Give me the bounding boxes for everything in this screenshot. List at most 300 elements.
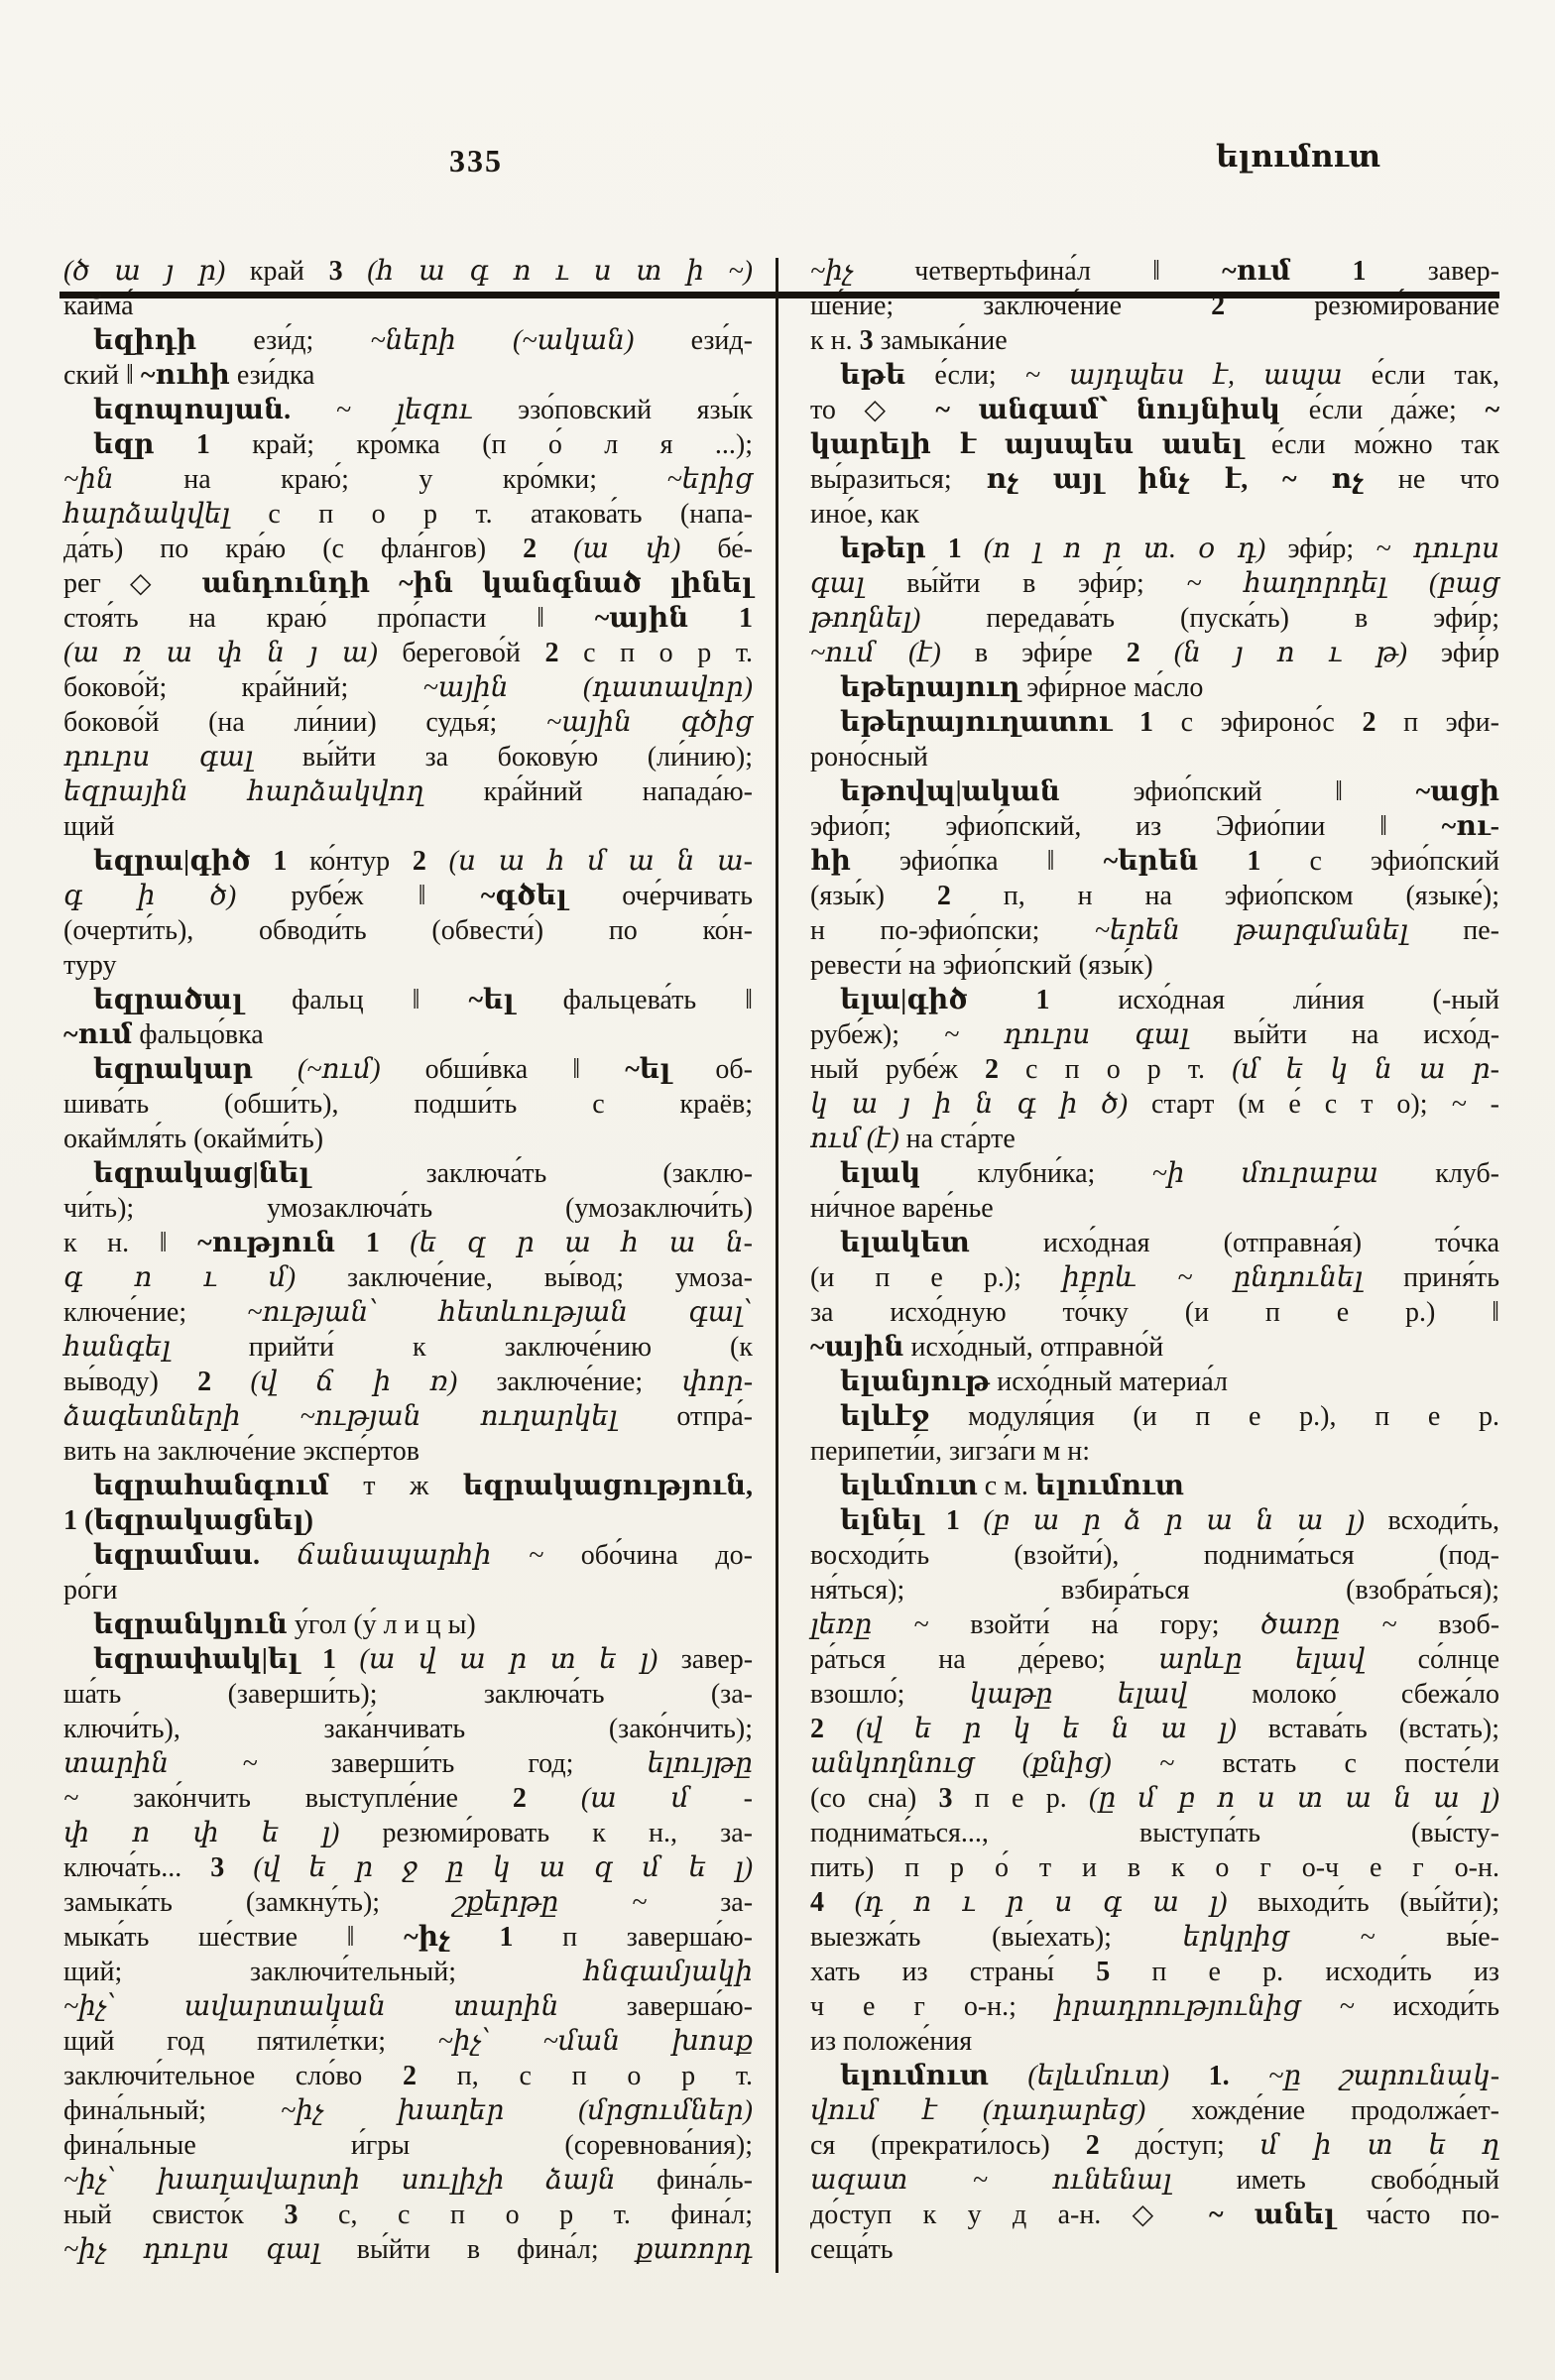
dictionary-line: [810, 1503, 1499, 1538]
bold-headword-text: եզոպոսյան.: [93, 395, 292, 425]
armenian-italic-text: ձագետների ~ության ուղարկել: [63, 1401, 618, 1432]
russian-text: ключе́ние;: [63, 1297, 248, 1328]
dictionary-line: [810, 913, 1499, 948]
dictionary-line: [63, 1573, 753, 1607]
armenian-italic-text: արևը ելավ: [1158, 1644, 1366, 1675]
russian-text: передава́ть (пуска́ть) в эфи́р;: [920, 603, 1499, 634]
dictionary-line: [63, 1087, 753, 1122]
armenian-italic-text: ~ -: [1451, 1089, 1499, 1120]
armenian-italic-text: գալ: [810, 568, 865, 599]
dictionary-line: [810, 601, 1499, 636]
dictionary-line: [63, 948, 753, 983]
bold-headword-text: 2: [810, 1714, 824, 1744]
armenian-italic-text: ելույթը: [647, 1748, 753, 1779]
bold-headword-text: 4: [810, 1887, 824, 1918]
russian-text: стоя́ть на краю́ про́пасти ‖: [63, 603, 595, 634]
russian-text: щий год пятиле́тки;: [63, 2026, 438, 2057]
russian-text: вы́йти в эфи́р;: [864, 568, 1187, 599]
armenian-italic-text: ~ դուրս: [1376, 534, 1500, 564]
armenian-italic-text: ~իչ: [810, 256, 854, 287]
russian-text: (со сна): [810, 1783, 939, 1814]
armenian-italic-text: անկողնուց (քնից) ~: [810, 1748, 1175, 1779]
russian-text: фальцева́ть ‖: [514, 985, 753, 1015]
russian-text: ша́ть (заверши́ть); заключа́ть (за-: [63, 1679, 753, 1710]
russian-text: к н. ‖: [63, 1228, 198, 1258]
dictionary-line: [63, 1677, 753, 1712]
bold-headword-text: ելանյութ: [840, 1367, 991, 1397]
dictionary-line: [63, 2198, 753, 2232]
armenian-italic-text: (բ ա ր ձ ր ա ն ա լ): [983, 1505, 1365, 1536]
bold-headword-text: ելակ: [840, 1158, 921, 1189]
armenian-italic-text: ~ին: [63, 464, 114, 495]
russian-text: рубе́ж);: [810, 1019, 944, 1050]
bold-headword-text: 2: [403, 2061, 418, 2091]
armenian-italic-text: գ ո ւ մ): [63, 1262, 297, 1293]
dictionary-line: [63, 879, 753, 913]
russian-text: в эфи́ре: [940, 638, 1127, 668]
russian-text: ревести́ на эфио́пский (язы́к): [810, 950, 1153, 981]
russian-text: п е р. исходи́ть из: [1110, 1957, 1499, 1987]
dictionary-line: [810, 1399, 1499, 1434]
bold-headword-text: եզրամաս.: [93, 1540, 261, 1571]
russian-text: с эфироно́с: [1153, 707, 1363, 738]
russian-text: е́сли да́же;: [1280, 395, 1486, 425]
russian-text: ся (прекрати́лось): [810, 2130, 1086, 2161]
dictionary-line: [810, 2059, 1499, 2093]
dictionary-line: [810, 393, 1499, 427]
bold-headword-text: եզրանկյուն: [93, 1609, 288, 1640]
dictionary-line: [810, 670, 1499, 705]
russian-text: обши́вка ‖: [380, 1054, 626, 1085]
armenian-italic-text: ~ լեզու: [335, 395, 473, 425]
russian-text: оче́рчивать: [567, 881, 753, 911]
bold-headword-text: ~ային 1: [594, 603, 753, 634]
russian-text: иметь свобо́дный: [1171, 2165, 1500, 2196]
russian-text: ино́е, как: [810, 499, 919, 530]
armenian-italic-text: փ ո փ ե լ): [63, 1818, 340, 1848]
russian-text: фальц ‖: [243, 985, 469, 1015]
armenian-italic-text: ~ային գծից: [545, 707, 753, 738]
russian-text: чи́ть); умозаключа́ть (умозаключи́ть): [63, 1193, 753, 1224]
bold-headword-text: կարելի է այսպես ասել: [810, 429, 1244, 460]
dictionary-line: [810, 636, 1499, 670]
bold-headword-text: ~ել: [468, 985, 515, 1015]
armenian-italic-text: քառորդ: [635, 2234, 754, 2265]
russian-text: [211, 1367, 250, 1397]
dictionary-line: [810, 1573, 1499, 1607]
dictionary-line: [810, 462, 1499, 497]
russian-text: за-: [647, 1887, 754, 1918]
russian-text: поднима́ться..., выступа́ть (вы́сту-: [810, 1818, 1499, 1848]
bold-headword-text: 3: [328, 256, 343, 287]
page-number: 335: [449, 143, 503, 178]
russian-text: исходи́ть: [1354, 1991, 1499, 2022]
russian-text: старт (м е́ с т о);: [1128, 1089, 1452, 1120]
armenian-italic-text: հանգել: [63, 1332, 171, 1363]
bold-headword-text: եթերայուղատու 1: [840, 707, 1154, 738]
bold-headword-text: եթերայուղ: [840, 672, 1020, 703]
bold-headword-text: ~ային: [810, 1332, 904, 1363]
russian-text: хать из страны́: [810, 1957, 1097, 1987]
armenian-italic-text: (վ ե ր կ ե ն ա լ): [855, 1714, 1237, 1744]
russian-text: заключе́ние, вы́вод; умоза-: [296, 1262, 754, 1293]
bold-headword-text: 2: [936, 881, 951, 911]
russian-text: боково́й (на ли́нии) судья́;: [63, 707, 546, 738]
dictionary-line: [810, 1191, 1499, 1226]
dictionary-line: [63, 427, 753, 462]
text-columns: [63, 254, 1499, 2267]
russian-text: вы́е-: [1375, 1922, 1499, 1953]
russian-text: прийти́ к заключе́нию (к: [170, 1332, 753, 1363]
dictionary-line: [810, 532, 1499, 566]
dictionary-line: [63, 1469, 753, 1503]
russian-text: резюми́рование: [1225, 291, 1499, 321]
armenian-italic-text: հարձակվել: [63, 499, 230, 530]
dictionary-line: [63, 2059, 753, 2093]
russian-text: н по-эфио́пски;: [810, 915, 1095, 946]
armenian-italic-text: (հ ա գ ո ւ ս տ ի ~): [367, 256, 754, 287]
bold-headword-text: 2: [1085, 2130, 1100, 2161]
bold-headword-text: 2: [197, 1367, 212, 1397]
left-column: [63, 254, 753, 2267]
armenian-italic-text: (ա փ): [573, 534, 681, 564]
russian-text: бе́-: [680, 534, 753, 564]
russian-text: щий: [63, 811, 115, 842]
russian-text: п, с п о р т.: [417, 2061, 753, 2091]
bold-headword-text: 2: [984, 1054, 999, 1085]
dictionary-line: [63, 566, 753, 601]
russian-text: четвертьфина́л ‖: [853, 256, 1223, 287]
russian-text: боково́й; кра́йний;: [63, 672, 423, 703]
bold-headword-text: 5: [1096, 1957, 1111, 1987]
dictionary-line: [810, 2163, 1499, 2198]
russian-text: ро́ги: [63, 1575, 118, 1606]
dictionary-line: [63, 1850, 753, 1885]
dictionary-line: [63, 1226, 753, 1260]
dictionary-line: [63, 358, 753, 393]
dictionary-line: [63, 1330, 753, 1365]
armenian-italic-text: ~ դուրս գալ: [943, 1019, 1189, 1050]
russian-text: эфио́п; эфио́пский, из Эфио́пии ‖: [810, 811, 1442, 842]
bold-headword-text: ~երեն 1: [1103, 846, 1261, 877]
dictionary-line: [63, 462, 753, 497]
dictionary-line: [810, 1989, 1499, 2024]
russian-text: [537, 534, 573, 564]
dictionary-line: [63, 705, 753, 740]
russian-text: [336, 1644, 360, 1675]
russian-text: ня́ться); взбира́ться (взобра́ться);: [810, 1575, 1499, 1606]
bold-headword-text: 2: [544, 638, 559, 668]
russian-text: со́лнце: [1365, 1644, 1499, 1675]
dictionary-line: [810, 289, 1499, 323]
russian-text: кра́йний напада́ю-: [423, 776, 753, 807]
russian-text: эфио́пка ‖: [850, 846, 1104, 877]
russian-text: с п о р т. атакова́ть (напа-: [229, 499, 753, 530]
russian-text: ный рубе́ж: [810, 1054, 985, 1085]
dictionary-line: [810, 1017, 1499, 1052]
armenian-italic-text: ~ հաղորդել (բաց: [1186, 568, 1500, 599]
russian-text: е́сли мо́жно так: [1243, 429, 1499, 460]
dictionary-line: [810, 948, 1499, 983]
dictionary-line: [810, 809, 1499, 844]
dictionary-line: [63, 2024, 753, 2059]
russian-text: (очерти́ть), обводи́ть (обвести́) по ко́н-: [63, 915, 753, 946]
armenian-italic-text: (ո լ ո ր տ. օ դ): [983, 534, 1266, 564]
russian-text: ези́дка: [229, 360, 315, 391]
russian-text: исхо́дный, отправно́й: [903, 1332, 1164, 1363]
russian-text: вы́йти за бокову́ю (ли́нию);: [253, 742, 753, 773]
dictionary-line: [63, 1781, 753, 1816]
russian-text: всходи́ть,: [1364, 1505, 1500, 1536]
armenian-italic-text: վում է (դադարեց): [810, 2095, 1146, 2126]
russian-text: да́ть) по кра́ю (с фла́нгов): [63, 534, 524, 564]
dictionary-line: [810, 1746, 1499, 1781]
russian-text: перипети́и, зигза́ги м н:: [810, 1436, 1090, 1467]
russian-text: зако́нчить выступле́ние: [78, 1783, 513, 1814]
dictionary-line: [810, 1712, 1499, 1746]
dictionary-line: [63, 1399, 753, 1434]
armenian-italic-text: (ս ա հ մ ա ն ա-: [448, 846, 753, 877]
russian-text: п е р.: [952, 1783, 1090, 1814]
dictionary-line: [63, 254, 753, 289]
armenian-italic-text: ճանապարհի ~: [297, 1540, 544, 1571]
russian-text: [291, 395, 336, 425]
dictionary-line: [810, 1226, 1499, 1260]
russian-text: пить) п р о́ т и в к о г о-ч е г о-н.: [810, 1852, 1499, 1883]
russian-text: ключа́ть...: [63, 1852, 211, 1883]
dictionary-line: [63, 2232, 753, 2267]
russian-text: заверши́ть год;: [257, 1748, 648, 1779]
armenian-italic-text: ~երեն թարգմանել: [1094, 915, 1408, 946]
armenian-italic-text: ծառը ~: [1260, 1609, 1397, 1640]
dictionary-line: [63, 1885, 753, 1920]
bold-headword-text: ~: [1485, 395, 1499, 425]
russian-text: вы́воду): [63, 1367, 198, 1397]
armenian-italic-text: թողնել): [810, 603, 921, 634]
dictionary-line: [810, 1781, 1499, 1816]
russian-text: [253, 1054, 298, 1085]
dictionary-line: [63, 1989, 753, 2024]
armenian-italic-text: ~ում (է): [810, 638, 941, 668]
armenian-italic-text: (վ ե ր ջ ը կ ա զ մ ե լ): [253, 1852, 754, 1883]
dictionary-line: [810, 1607, 1499, 1642]
dictionary-line: [810, 740, 1499, 774]
russian-text: [962, 534, 984, 564]
russian-text: взойти́ на́ гору;: [928, 1609, 1261, 1640]
dictionary-line: [63, 1607, 753, 1642]
russian-text: п заверша́ю-: [513, 1922, 753, 1953]
dictionary-line: [810, 1955, 1499, 1989]
dictionary-line: [810, 1538, 1499, 1573]
russian-text: пе-: [1407, 915, 1499, 946]
bold-headword-text: ելումուտ: [840, 2061, 989, 2091]
russian-text: [527, 1783, 581, 1814]
bold-headword-text: եզրափակ|ել 1: [93, 1644, 336, 1675]
russian-text: приня́ть: [1363, 1262, 1499, 1293]
bold-headword-text: ~ություն 1: [197, 1228, 380, 1258]
bold-headword-text: եզիդի: [93, 325, 197, 356]
dictionary-line: [810, 1816, 1499, 1850]
russian-text: встава́ть (встать);: [1236, 1714, 1500, 1744]
russian-text: завер-: [1366, 256, 1499, 287]
armenian-italic-text: եզրային հարձակվող: [63, 776, 424, 807]
russian-text: ези́д-: [634, 325, 753, 356]
dictionary-line: [810, 1920, 1499, 1955]
russian-text: вы́йти на исхо́д-: [1188, 1019, 1500, 1050]
russian-text: замыка́ть (замкну́ть);: [63, 1887, 453, 1918]
armenian-italic-text: իրադրությունից ~: [1054, 1991, 1355, 2022]
russian-text: ези́д;: [196, 325, 371, 356]
russian-text: рубе́ж ‖: [236, 881, 481, 911]
armenian-italic-text: գ ի ծ): [63, 881, 237, 911]
dictionary-line: [810, 1365, 1499, 1399]
russian-text: фина́льные и́гры (соревнова́ния);: [63, 2130, 753, 2161]
russian-text: заверша́ю-: [558, 1991, 753, 2022]
dictionary-line: [63, 2093, 753, 2128]
russian-text: завер-: [658, 1644, 754, 1675]
russian-text: ра́ться на де́рево;: [810, 1644, 1159, 1675]
russian-text: из положе́ния: [810, 2026, 973, 2057]
dictionary-line: [810, 1052, 1499, 1087]
russian-text: [824, 1887, 855, 1918]
armenian-italic-text: կ ա յ ի ն գ ի ծ): [810, 1089, 1129, 1120]
dictionary-line: [63, 1712, 753, 1746]
armenian-italic-text: ~իչ՝ խաղավարտի սուլիչի ձայն: [63, 2165, 616, 2196]
dictionary-line: [810, 844, 1499, 879]
russian-text: до́ступ к у д а-н. ◇: [810, 2200, 1209, 2230]
dictionary-line: [810, 1469, 1499, 1503]
dictionary-line: [63, 1017, 753, 1052]
russian-text: [380, 1228, 411, 1258]
russian-text: фина́льный;: [63, 2095, 281, 2126]
bold-headword-text: ելևմուտ: [840, 1471, 978, 1501]
russian-text: эфи́рное ма́сло: [1019, 672, 1204, 703]
russian-text: [1169, 2061, 1209, 2091]
russian-text: выезжа́ть (вы́ехать);: [810, 1922, 1183, 1953]
russian-text: встать с посте́ли: [1174, 1748, 1499, 1779]
russian-text: е́сли так,: [1342, 360, 1499, 391]
armenian-italic-text: (ե զ ր ա հ ա ն-: [410, 1228, 754, 1258]
bold-headword-text: ~իչ 1: [404, 1922, 514, 1953]
bold-headword-text: 1: [195, 429, 210, 460]
russian-text: берегово́й: [377, 638, 545, 668]
bold-headword-text: ~ուհի: [140, 360, 230, 391]
russian-text: с п о р т.: [558, 638, 753, 668]
russian-text: резюми́ровать к н., за-: [339, 1818, 753, 1848]
dictionary-line: [810, 2232, 1499, 2267]
bold-headword-text: 2: [1362, 707, 1376, 738]
bold-headword-text: եզրածալ: [93, 985, 244, 1015]
dictionary-line: [63, 532, 753, 566]
dictionary-line: [810, 983, 1499, 1017]
russian-text: [1140, 638, 1174, 668]
dictionary-line: [63, 289, 753, 323]
dictionary-line: [63, 1955, 753, 1989]
dictionary-line: [810, 705, 1499, 740]
russian-text: т ж: [328, 1471, 463, 1501]
russian-text: п эфи-: [1376, 707, 1499, 738]
russian-text: восходи́ть (взойти́), поднима́ться (под-: [810, 1540, 1499, 1571]
dictionary-line: [63, 1260, 753, 1295]
russian-text: вы́йти в фина́л;: [319, 2234, 636, 2265]
armenian-italic-text: ~ը շարունակ-: [1268, 2061, 1500, 2091]
dictionary-line: [810, 1156, 1499, 1191]
russian-text: клубни́ка;: [920, 1158, 1152, 1189]
armenian-italic-text: ~ այդպես է, ապա: [1024, 360, 1343, 391]
russian-text: вить на заключе́ние экспе́ртов: [63, 1436, 419, 1467]
russian-text: ни́чное варе́нье: [810, 1193, 994, 1224]
bold-headword-text: հի: [810, 846, 851, 877]
russian-text: заключи́тельное сло́во: [63, 2061, 404, 2091]
dictionary-line: [63, 636, 753, 670]
russian-text: (язы́к): [810, 881, 937, 911]
dictionary-line: [63, 1746, 753, 1781]
bold-headword-text: ~ում: [63, 1019, 133, 1050]
russian-text: отпра́-: [617, 1401, 753, 1432]
bold-headword-text: եզրա|գիծ 1: [93, 846, 288, 877]
russian-text: вы́разиться;: [810, 464, 987, 495]
russian-text: исхо́дная ли́ния (-ный: [1049, 985, 1499, 1015]
dictionary-line: [810, 1260, 1499, 1295]
bold-headword-text: եթեր 1: [840, 534, 962, 564]
armenian-italic-text: շքերթը ~: [452, 1887, 648, 1918]
bold-headword-text: 2: [1211, 291, 1226, 321]
dictionary-line: [63, 2128, 753, 2163]
russian-text: туру: [63, 950, 117, 981]
armenian-italic-text: (ը մ բ ո ս տ ա ն ա լ): [1089, 1783, 1499, 1814]
dictionary-line: [810, 1677, 1499, 1712]
bold-headword-text: եզրակար: [93, 1054, 253, 1085]
dictionary-line: [63, 497, 753, 532]
armenian-italic-text: (ա վ ա ր տ ե լ): [359, 1644, 658, 1675]
armenian-italic-text: ~ային (դատավոր): [422, 672, 754, 703]
bold-headword-text: ~ անգամ՝ նույնիսկ: [935, 395, 1281, 425]
russian-text: на краю́; у кро́мки;: [113, 464, 667, 495]
dictionary-line: [810, 1330, 1499, 1365]
bold-headword-text: ~ու-: [1441, 811, 1499, 842]
russian-text: кайма́: [63, 291, 134, 321]
armenian-italic-text: ~ի մուրաբա: [1151, 1158, 1378, 1189]
dictionary-line: [63, 1365, 753, 1399]
russian-text: ше́ние; заключе́ние: [810, 291, 1212, 321]
armenian-italic-text: ~: [63, 1783, 79, 1814]
dictionary-line: [810, 2024, 1499, 2059]
russian-text: роно́сный: [810, 742, 928, 773]
armenian-italic-text: կաթը ելավ: [969, 1679, 1188, 1710]
bold-headword-text: ~ անել: [1208, 2200, 1336, 2230]
russian-text: замыка́ние: [873, 325, 1008, 356]
bold-headword-text: եթովպ|ական: [840, 776, 1060, 807]
dictionary-line: [63, 1052, 753, 1087]
armenian-italic-text: իբրև ~ ընդունել: [1062, 1262, 1364, 1293]
armenian-italic-text: փոր-: [681, 1367, 754, 1397]
russian-text: ный свисто́к: [63, 2200, 285, 2230]
armenian-italic-text: (ծ ա յ ր): [63, 256, 226, 287]
armenian-italic-text: ~իչ՝ ~ման խոսք: [437, 2026, 753, 2057]
bold-headword-text: 2: [512, 1783, 527, 1814]
russian-text: эфи́р;: [1265, 534, 1376, 564]
dictionary-line: [63, 844, 753, 879]
russian-text: с п о р т.: [998, 1054, 1233, 1085]
russian-text: об-: [670, 1054, 754, 1085]
bold-headword-text: 3: [284, 2200, 299, 2230]
russian-text: хожде́ние продолжа́ет-: [1145, 2095, 1499, 2126]
armenian-italic-text: լեռը ~: [810, 1609, 929, 1640]
russian-text: край; кро́мка (п о́ л я ...);: [209, 429, 753, 460]
dictionary-line: [63, 740, 753, 774]
dictionary-line: [810, 2198, 1499, 2232]
armenian-italic-text: (ն յ ո ւ թ): [1173, 638, 1407, 668]
